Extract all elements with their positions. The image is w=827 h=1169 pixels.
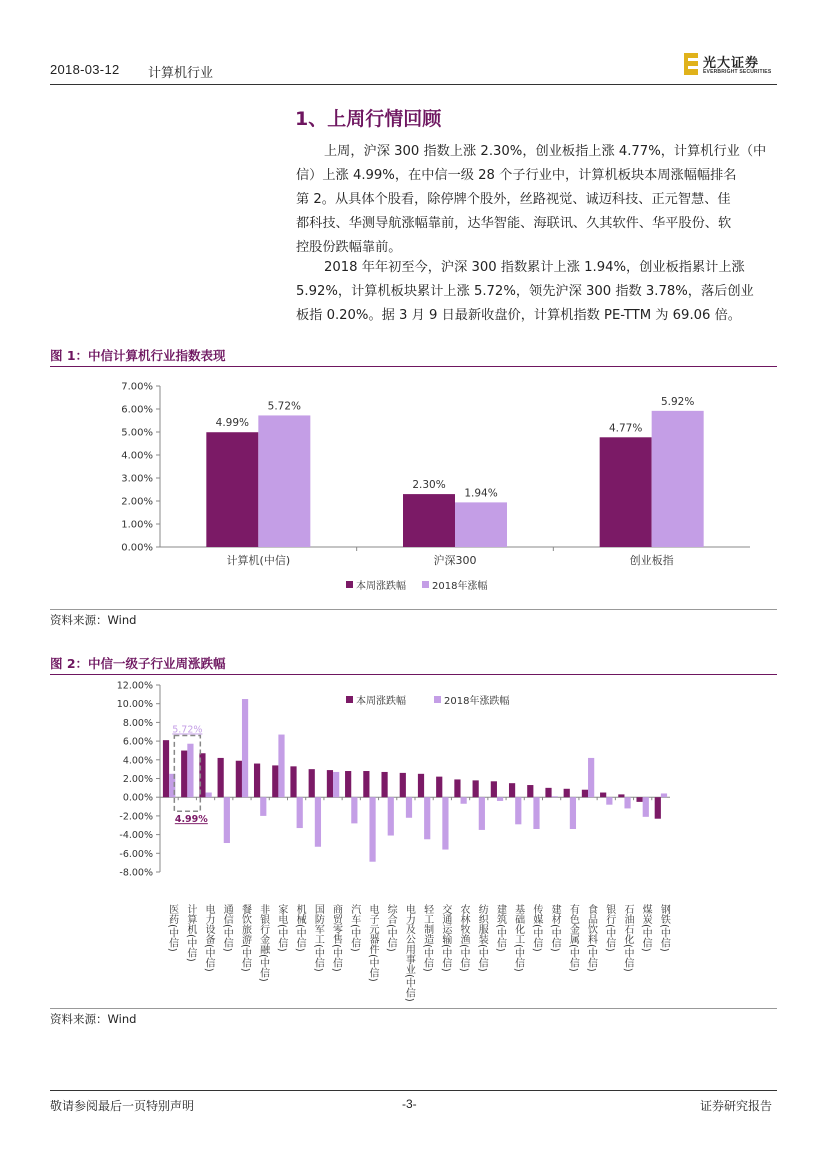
bar-ytd [297, 797, 303, 828]
y-tick-label: -4.00% [119, 830, 153, 842]
y-tick-label: 8.00% [122, 717, 153, 729]
y-tick-label: 4.00% [121, 450, 153, 462]
footer-rule [50, 1090, 777, 1091]
legend-swatch-week [346, 696, 353, 703]
bar-ytd [406, 797, 412, 818]
legend-label: 本周涨跌幅 [356, 581, 406, 592]
bar-week [655, 797, 661, 819]
bar-week [381, 772, 387, 797]
bar-week [509, 783, 515, 797]
y-tick-label: 5.00% [121, 427, 153, 439]
bar-week [218, 758, 224, 797]
figure1-source: 资料来源：Wind [50, 613, 137, 627]
bar-week [327, 770, 333, 797]
bar-week [636, 797, 642, 802]
bar-ytd [224, 797, 230, 843]
bar-ytd [351, 797, 357, 823]
x-tick-label: 农林牧渔(中信) [458, 904, 470, 972]
callout-label-week: 4.99% [174, 814, 208, 826]
bar-week [254, 764, 260, 798]
y-tick-label: 2.00% [122, 774, 153, 785]
x-tick-label: 石油石化(中信) [621, 904, 633, 972]
header-date: 2018-03-12 [50, 62, 120, 77]
y-tick-label: 1.00% [121, 519, 153, 531]
bar-ytd [315, 797, 321, 847]
paragraph-1 [296, 140, 776, 260]
x-tick-label: 纺织服装(中信) [476, 904, 488, 972]
bar-ytd [661, 793, 667, 797]
bar-ytd [242, 699, 248, 797]
bar-ytd [588, 758, 594, 797]
x-tick-label: 计算机(中信) [226, 554, 291, 567]
y-tick-label: 4.00% [122, 755, 153, 767]
bar-ytd [258, 415, 310, 547]
x-tick-label: 银行(中信) [603, 904, 615, 952]
x-tick-label: 电子元器件(中信) [366, 904, 378, 982]
bar-week [236, 761, 242, 797]
bar-week [309, 769, 315, 797]
x-tick-label: 沪深300 [433, 554, 477, 567]
figure2-title-rule [50, 674, 777, 675]
logo-mark-icon [684, 53, 698, 75]
figure1-chart [50, 370, 777, 606]
bar-week [206, 432, 258, 547]
data-label: 5.72% [267, 400, 302, 413]
y-tick-label: 10.00% [116, 699, 153, 711]
bar-ytd [187, 744, 193, 797]
x-tick-label: 机械(中信) [294, 904, 306, 952]
x-tick-label: 非银行金融(中信) [257, 904, 269, 982]
x-tick-label: 钢铁(中信) [658, 904, 670, 952]
x-tick-label: 轻工制造(中信) [421, 904, 433, 972]
bar-week [418, 774, 424, 797]
figure1-title: 图 1：中信计算机行业指数表现 [50, 348, 226, 363]
y-tick-label: 6.00% [122, 736, 153, 748]
y-tick-label: -8.00% [119, 867, 153, 879]
legend-swatch-week [346, 581, 353, 588]
bar-week [400, 773, 406, 797]
bar-ytd [388, 797, 394, 835]
legend-label: 2018年涨幅 [432, 581, 488, 592]
legend-label: 本周涨跌幅 [356, 696, 406, 707]
y-tick-label: -6.00% [119, 848, 153, 860]
x-tick-label: 医药(中信) [166, 904, 178, 952]
bar-week [345, 771, 351, 797]
bar-week [564, 789, 570, 797]
bar-ytd [533, 797, 539, 829]
legend-swatch-ytd [434, 696, 441, 703]
x-tick-label: 基础化工(中信) [512, 904, 524, 972]
bar-ytd [515, 797, 521, 824]
bar-ytd [479, 797, 485, 830]
logo-text-en: EVERBRIGHT SECURITIES [703, 69, 772, 75]
para1-line: 控股份跌幅靠前。 [296, 240, 402, 255]
figure2-source: 资料来源：Wind [50, 1012, 137, 1026]
x-tick-label: 交通运输(中信) [439, 904, 451, 972]
bar-ytd [333, 772, 339, 797]
x-tick-label: 国防军工(中信) [312, 904, 324, 972]
y-tick-label: 0.00% [122, 792, 153, 804]
bar-ytd [455, 502, 507, 547]
x-tick-label: 餐饮旅游(中信) [239, 904, 251, 972]
para1-line: 第 2。从具体个股看，除停牌个股外，丝路视觉、诚迈科技、正元智慧、佳 [296, 192, 731, 207]
bar-week [527, 785, 533, 797]
legend-swatch-ytd [422, 581, 429, 588]
x-tick-label: 传媒(中信) [530, 904, 542, 952]
para1-line: 上周，沪深 300 指数上涨 2.30%，创业板指上涨 4.77%，计算机行业（中 [324, 144, 767, 159]
footer-disclaimer: 敬请参阅最后一页特别声明 [50, 1099, 195, 1113]
y-tick-label: 7.00% [121, 381, 153, 393]
para2-line: 板指 0.20%。据 3 月 9 日最新收盘价，计算机指数 PE-TTM 为 69.06 倍。 [296, 308, 741, 323]
page-number: -3- [402, 1097, 417, 1111]
paragraph-2 [296, 256, 776, 328]
x-tick-label: 家电(中信) [275, 904, 287, 952]
bar-ytd [278, 735, 284, 798]
x-tick-label: 煤炭(中信) [640, 904, 652, 952]
x-tick-label: 食品饮料(中信) [585, 904, 597, 972]
data-label: 4.77% [608, 422, 643, 435]
bar-ytd [643, 797, 649, 817]
x-tick-label: 建材(中信) [549, 904, 561, 952]
bar-ytd [652, 411, 704, 547]
figure2-title: 图 2：中信一级子行业周涨跌幅 [50, 656, 226, 671]
x-tick-label: 建筑(中信) [494, 904, 506, 952]
bar-ytd [442, 797, 448, 849]
y-tick-label: 12.00% [116, 680, 153, 692]
figure2-source-rule [50, 1008, 777, 1009]
x-tick-label: 电力设备(中信) [203, 904, 215, 972]
x-tick-label: 有色金属(中信) [567, 904, 579, 972]
bar-ytd [260, 797, 266, 816]
para1-line: 都科技、华测导航涨幅靠前，达华智能、海联讯、久其软件、华平股份、软 [296, 216, 732, 231]
x-tick-label: 计算机(中信) [184, 904, 196, 962]
y-tick-label: 0.00% [121, 542, 153, 554]
figure1-title-rule [50, 366, 777, 367]
bar-ytd [424, 797, 430, 839]
y-tick-label: 2.00% [121, 496, 153, 508]
bar-week [454, 779, 460, 797]
bar-week [163, 740, 169, 797]
bar-ytd [624, 797, 630, 808]
header-industry: 计算机行业 [148, 66, 214, 81]
y-tick-label: -2.00% [119, 811, 153, 823]
bar-ytd [461, 797, 467, 804]
x-tick-label: 综合(中信) [385, 904, 397, 952]
callout-label-ytd: 5.72% [172, 724, 203, 736]
bar-week [363, 771, 369, 797]
bar-ytd [369, 797, 375, 862]
logo-text-cn: 光大证券 [703, 56, 760, 71]
legend-label: 2018年涨跌幅 [444, 696, 510, 707]
para1-line: 信）上涨 4.99%，在中信一级 28 个子行业中，计算机板块本周涨幅幅排名 [296, 168, 737, 183]
bar-week [272, 765, 278, 797]
section-title: 1、上周行情回顾 [295, 108, 442, 130]
bar-week [403, 494, 455, 547]
para2-line: 5.92%，计算机板块累计上涨 5.72%，领先沪深 300 指数 3.78%，落后创业 [296, 284, 754, 299]
data-label: 4.99% [215, 417, 250, 430]
footer-report-type: 证券研究报告 [700, 1099, 773, 1113]
data-label: 2.30% [412, 479, 446, 492]
bar-week [181, 751, 187, 798]
x-tick-label: 电力及公用事业(中信) [403, 904, 415, 1002]
y-tick-label: 6.00% [121, 404, 153, 416]
data-label: 5.92% [660, 395, 695, 408]
bar-week [600, 437, 652, 547]
bar-week [582, 790, 588, 797]
bar-week [290, 766, 296, 797]
figure2-chart [50, 676, 777, 1006]
company-logo [684, 50, 779, 80]
bar-week [600, 793, 606, 798]
y-tick-label: 3.00% [121, 473, 153, 485]
bar-ytd [206, 793, 212, 798]
bar-ytd [606, 797, 612, 804]
bar-week [473, 780, 479, 797]
header-rule [50, 84, 777, 85]
bar-week [436, 777, 442, 798]
x-tick-label: 商贸零售(中信) [330, 904, 342, 972]
bar-ytd [552, 796, 558, 797]
bar-week [618, 794, 624, 797]
bar-week [545, 788, 551, 797]
data-label: 1.94% [464, 487, 498, 500]
bar-ytd [497, 797, 503, 801]
x-tick-label: 汽车(中信) [348, 904, 360, 952]
figure1-source-rule [50, 609, 777, 610]
x-tick-label: 创业板指 [629, 554, 674, 567]
bar-week [491, 781, 497, 797]
bar-ytd [570, 797, 576, 829]
para2-line: 2018 年年初至今，沪深 300 指数累计上涨 1.94%，创业板指累计上涨 [324, 260, 745, 275]
x-tick-label: 通信(中信) [221, 904, 233, 952]
